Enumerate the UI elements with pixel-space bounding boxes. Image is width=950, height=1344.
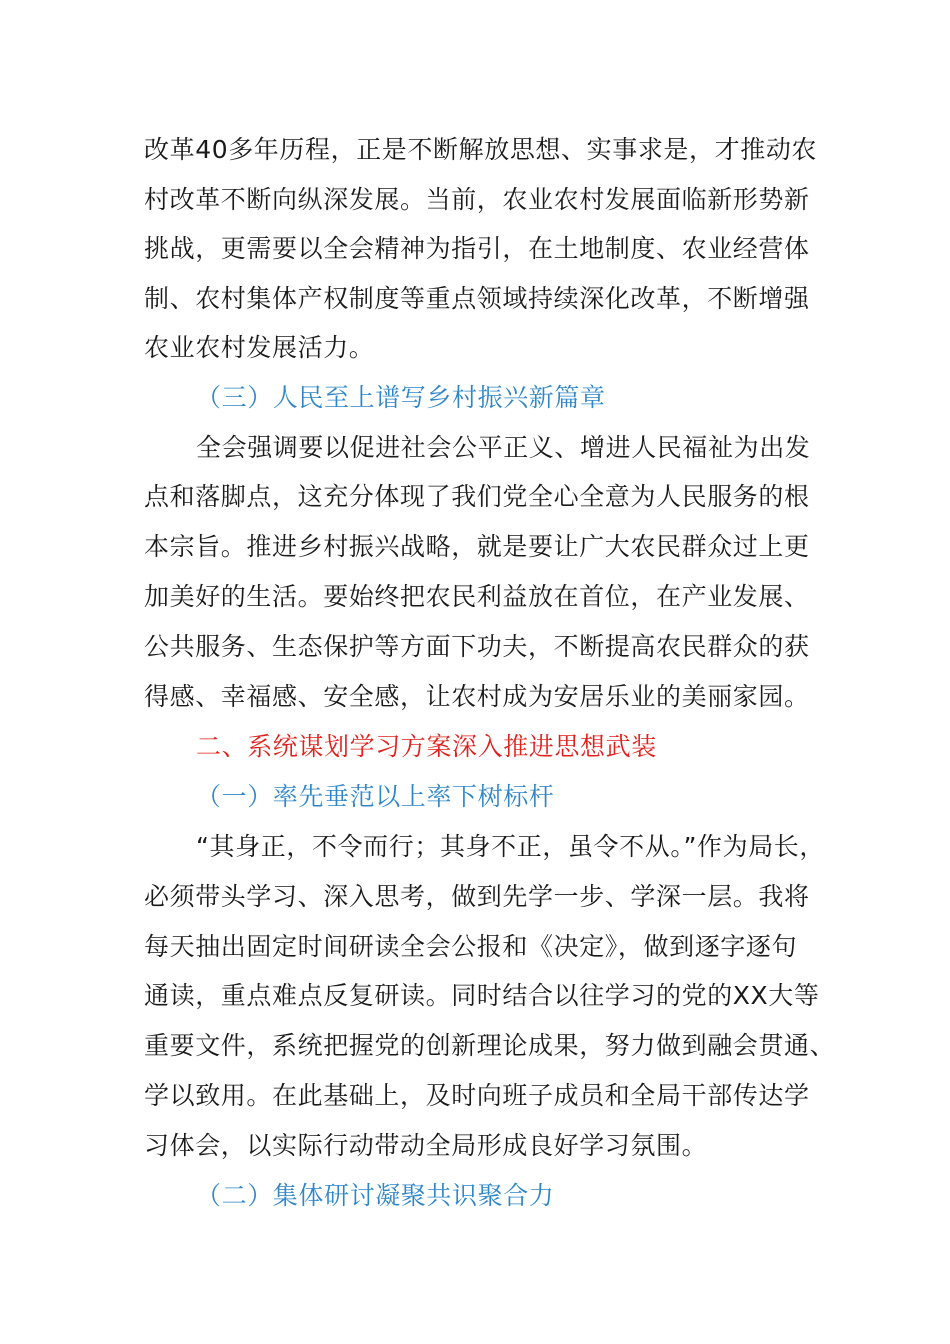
body-text-line: 每天抽出固定时间研读全会公报和《决定》，做到逐字逐句: [144, 932, 798, 961]
body-text-line: 本宗旨。推进乡村振兴战略，就是要让广大农民群众过上更: [144, 532, 810, 561]
body-text-line: 制、农村集体产权制度等重点领域持续深化改革，不断增强: [144, 284, 810, 313]
body-text-line: 改革40多年历程，正是不断解放思想、实事求是，才推动农: [144, 135, 818, 164]
body-text-line: 村改革不断向纵深发展。当前，农业农村发展面临新形势新: [144, 185, 810, 214]
subsection-heading: （一）率先垂范以上率下树标杆: [196, 782, 555, 811]
body-text-line: 学以致用。在此基础上，及时向班子成员和全局干部传达学: [144, 1081, 810, 1110]
body-text-line: 通读，重点难点反复研读。同时结合以往学习的党的XX大等: [144, 981, 820, 1010]
body-text-line: 加美好的生活。要始终把农民利益放在首位，在产业发展、: [144, 582, 810, 611]
subsection-heading: （二）集体研讨凝聚共识聚合力: [196, 1181, 555, 1210]
body-text-line: 全会强调要以促进社会公平正义、增进人民福祉为出发: [196, 433, 811, 462]
body-text-line: “其身正，不令而行；其身不正，虽令不从。”作为局长，: [196, 832, 826, 861]
body-text-line: 重要文件，系统把握党的创新理论成果，努力做到融会贯通、: [144, 1031, 836, 1060]
body-text-line: 点和落脚点，这充分体现了我们党全心全意为人民服务的根: [144, 482, 810, 511]
section-heading: 二、系统谋划学习方案深入推进思想武装: [196, 732, 657, 761]
body-text-line: 得感、幸福感、安全感，让农村成为安居乐业的美丽家园。: [144, 682, 810, 711]
body-text-line: 农业农村发展活力。: [144, 333, 375, 362]
body-text-line: 挑战，更需要以全会精神为指引，在土地制度、农业经营体: [144, 234, 810, 263]
subsection-heading: （三）人民至上谱写乡村振兴新篇章: [196, 383, 606, 412]
body-text-line: 习体会，以实际行动带动全局形成良好学习氛围。: [144, 1131, 708, 1160]
body-text-line: 必须带头学习、深入思考，做到先学一步、学深一层。我将: [144, 882, 810, 911]
body-text-line: 公共服务、生态保护等方面下功夫，不断提高农民群众的获: [144, 632, 810, 661]
